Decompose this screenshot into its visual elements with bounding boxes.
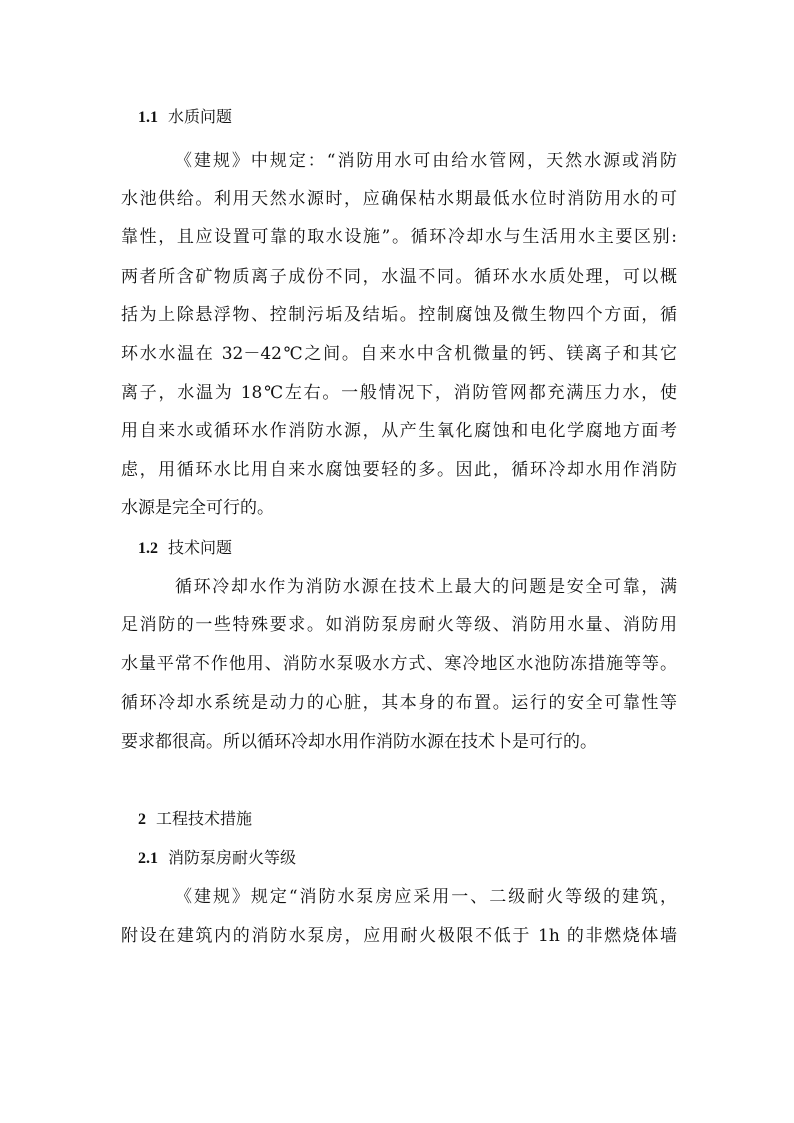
paragraph-line: 水池供给。利用天然水源时，应确保枯水期最低水位时消防用水的可	[121, 189, 677, 209]
paragraph-line: 括为上除悬浮物、控制污垢及结垢。控制腐蚀及微生物四个方面，循	[121, 305, 677, 325]
paragraph-line: 虑，用循环水比用自来水腐蚀要轻的多。因此，循环冷却水用作消防	[121, 460, 677, 480]
paragraph-line: 水量平常不作他用、消防水泵吸水方式、寒冷地区水池防冻措施等等。	[121, 654, 677, 674]
section-number: 1.1	[138, 109, 158, 126]
paragraph-line: 《建规》规定“消防水泵房应采用一、二级耐火等级的建筑，	[175, 887, 677, 907]
paragraph-line: 水源是完全可行的。	[121, 498, 274, 518]
section-title: 技术问题	[168, 538, 233, 557]
paragraph-line: 用自来水或循环水作消防水源，从产生氧化腐蚀和电化学腐地方面考	[121, 421, 677, 441]
section-2-1-heading	[138, 847, 296, 870]
paragraph-line: 附设在建筑内的消防水泵房，应用耐火极限不低于 1h 的非燃烧体墙	[121, 926, 677, 946]
section-title: 消防泵房耐火等级	[168, 848, 297, 867]
section-2-heading	[138, 808, 252, 831]
paragraph-line: 环水水温在 32－42℃之间。自来水中含机微量的钙、镁离子和其它	[121, 344, 677, 364]
paragraph-line: 《建规》中规定：“消防用水可由给水管网，天然水源或消防	[175, 151, 677, 171]
paragraph-line: 循环冷却水系统是动力的心脏，其本身的布置。运行的安全可靠性等	[121, 693, 677, 713]
section-number: 2	[138, 811, 146, 828]
paragraph-line: 靠性，且应设置可靠的取水设施”。循环冷却水与生活用水主要区别:	[121, 227, 677, 247]
paragraph-line: 两者所含矿物质离子成份不同，水温不同。循环水水质处理，可以概	[121, 267, 677, 287]
paragraph-line: 离子，水温为 18℃左右。一般情况下，消防管网都充满压力水，使	[121, 383, 677, 403]
paragraph-line: 足消防的一些特殊要求。如消防泵房耐火等级、消防用水量、消防用	[121, 615, 677, 635]
section-1-2-heading	[138, 537, 232, 560]
paragraph-line: 要求都很高。所以循环冷却水用作消防水源在技术卜是可行的。	[121, 732, 597, 752]
section-1-1-heading	[138, 106, 232, 129]
section-number: 1.2	[138, 540, 158, 557]
section-number: 2.1	[138, 850, 158, 867]
section-title: 工程技术措施	[156, 809, 253, 828]
section-title: 水质问题	[168, 107, 233, 126]
paragraph-line: 循环冷却水作为消防水源在技术上最大的问题是安全可靠，满	[175, 577, 677, 597]
